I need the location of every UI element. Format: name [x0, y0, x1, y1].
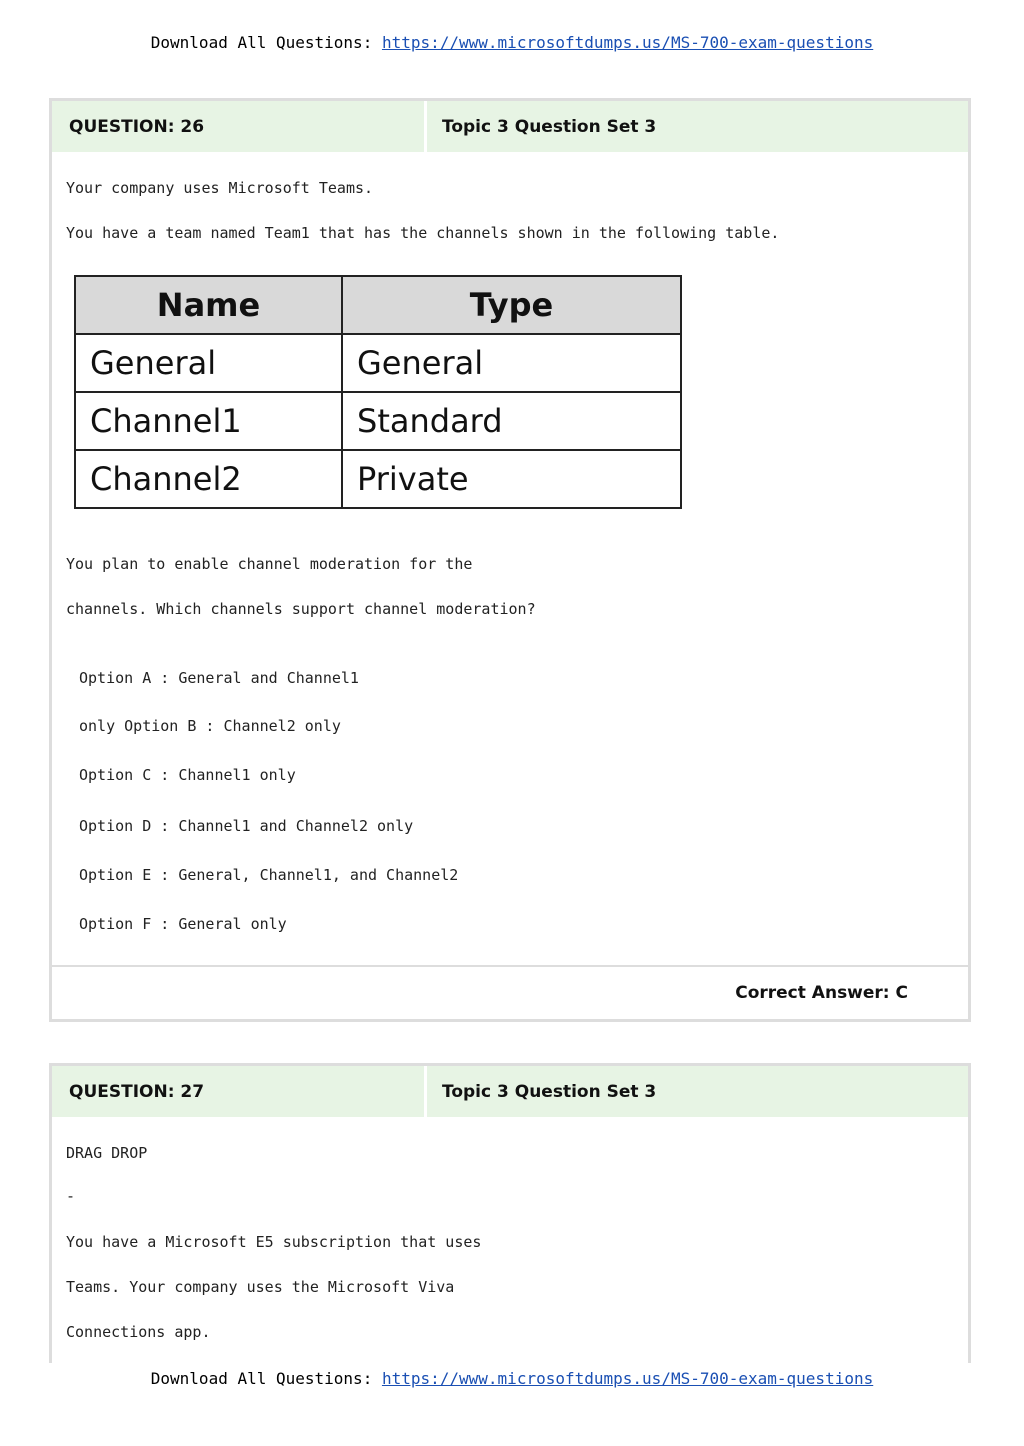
download-banner-top	[0, 33, 1024, 52]
correct-answer: Correct Answer: C	[735, 983, 908, 1003]
option-item: Option F : General only	[79, 915, 287, 933]
question-number: QUESTION: 27	[52, 1066, 427, 1117]
table-header-type: Type	[342, 276, 681, 334]
option-item: Option C : Channel1 only	[79, 766, 296, 784]
table-cell: General	[342, 334, 681, 392]
option-item: Option E : General, Channel1, and Channel2	[79, 866, 459, 884]
banner-prefix: Download All Questions:	[150, 1369, 382, 1388]
table-cell: Channel2	[75, 450, 342, 508]
question-text-line: Teams. Your company uses the Microsoft Viva	[66, 1278, 455, 1296]
download-link[interactable]: https://www.microsoftdumps.us/MS-700-exam-questions	[381, 33, 874, 52]
question-text-line: Your company uses Microsoft Teams.	[66, 179, 374, 197]
answer-divider	[52, 965, 968, 967]
table-cell: Standard	[342, 392, 681, 450]
download-link[interactable]: https://www.microsoftdumps.us/MS-700-exam-questions	[381, 1369, 874, 1388]
table-row	[75, 450, 681, 508]
question-topic: Topic 3 Question Set 3	[442, 1081, 657, 1102]
table-row	[75, 392, 681, 450]
question-card-26	[49, 98, 971, 1022]
banner-prefix: Download All Questions:	[150, 33, 382, 52]
table-row	[75, 334, 681, 392]
question-text-line: channels. Which channels support channel moderation?	[66, 600, 536, 618]
question-text-line: DRAG DROP	[66, 1144, 148, 1162]
table-cell: Channel1	[75, 392, 342, 450]
option-item: Option A : General and Channel1	[79, 669, 359, 687]
question-text-line: Connections app.	[66, 1323, 211, 1341]
table-cell: General	[75, 334, 342, 392]
table-header-row	[75, 276, 681, 334]
question-header	[52, 101, 968, 152]
question-text-line: You have a team named Team1 that has the channels shown in the following table.	[66, 224, 780, 242]
channels-table	[74, 275, 682, 509]
question-header	[52, 1066, 968, 1117]
question-text-line: You have a Microsoft E5 subscription that uses	[66, 1233, 482, 1251]
option-item: Option D : Channel1 and Channel2 only	[79, 817, 414, 835]
table-header-name: Name	[75, 276, 342, 334]
question-text-line: -	[66, 1187, 76, 1205]
table-cell: Private	[342, 450, 681, 508]
download-banner-bottom	[0, 1369, 1024, 1388]
question-topic: Topic 3 Question Set 3	[442, 116, 657, 137]
question-card-27	[49, 1063, 971, 1363]
question-text-line: You plan to enable channel moderation for the	[66, 555, 473, 573]
option-item: only Option B : Channel2 only	[79, 717, 341, 735]
question-number: QUESTION: 26	[52, 101, 427, 152]
